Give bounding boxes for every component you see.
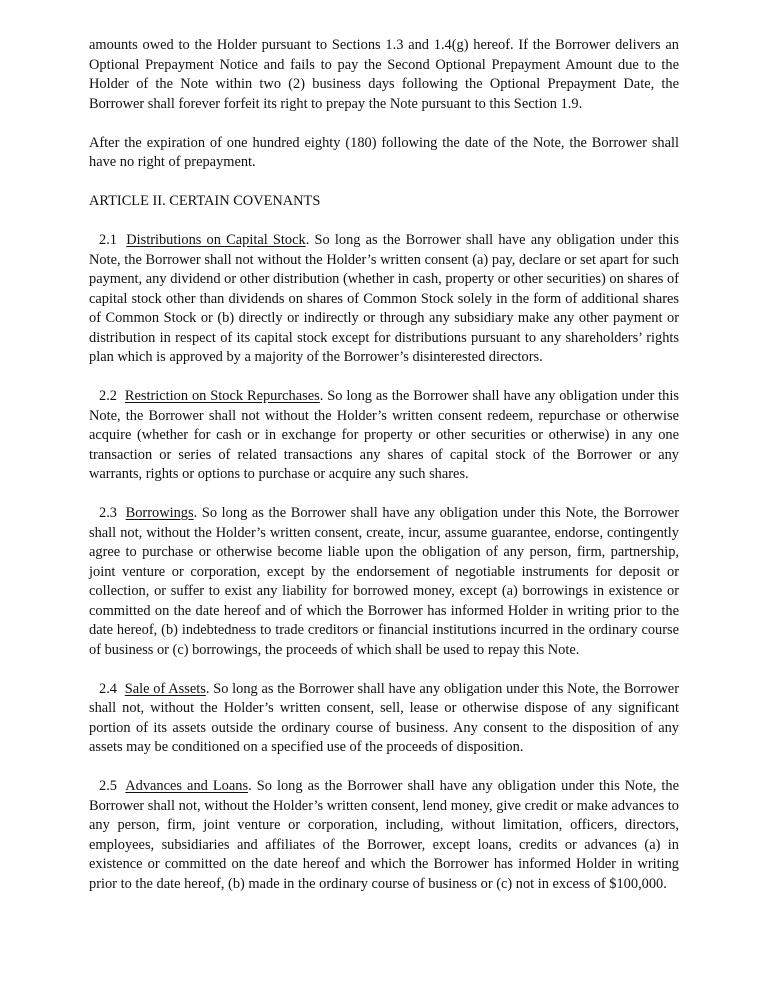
section-number: 2.4 — [99, 680, 117, 697]
paragraph-expiration: After the expiration of one hundred eighty (180) following the date of the Note, the Borrower shall have no right of prepayment. — [89, 134, 679, 170]
section-2-4 — [89, 680, 679, 758]
section-body: . So long as the Borrower shall have any obligation under this Note, the Borrower shall not, without the Holder’s written consent, create, incur, assume guarantee, endorse, contingently agree to purchase or otherwise become liable upon the obligation of any person, firm, partnership, joint venture or corporation, except by the endorsement of negotiable instruments for deposit or collection, or suffer to exist any liability for borrowed money, except (a) borrowings in existence or committed on the date hereof and of which the Borrower has informed Holder in writing prior to the date hereof, (b) indebtedness to trade creditors or financial institutions incurred in the ordinary course of business or (c) borrowings, the proceeds of which shall be used to repay this Note. — [89, 505, 679, 658]
paragraph-intro: amounts owed to the Holder pursuant to Sections 1.3 and 1.4(g) hereof. If the Borrower delivers an Optional Prepayment Notice and fails to pay the Second Optional Prepayment Amount due to the Holder of the Note within two (2) business days following the Optional Prepayment Date, the Borrower shall forever forfeit its right to prepay the Note pursuant to this Section 1.9. — [89, 37, 679, 112]
document-body — [89, 36, 679, 914]
section-number: 2.2 — [99, 388, 117, 404]
section-number: 2.3 — [99, 505, 117, 521]
section-number: 2.1 — [99, 232, 117, 248]
section-2-3 — [89, 504, 679, 660]
section-title: Distributions on Capital Stock — [126, 232, 306, 248]
article-heading: ARTICLE II. CERTAIN COVENANTS — [89, 193, 321, 209]
section-body: . So long as the Borrower shall have any obligation under this Note, the Borrower shall not, without the Holder’s written consent, sell, lease or otherwise dispose of any significant portion of its assets outside the ordinary course of business. Any consent to the disposition of any assets may be conditioned on a specified use of the proceeds of disposition. — [89, 680, 679, 755]
section-title: Restriction on Stock Repurchases — [124, 388, 320, 404]
section-title: Borrowings — [125, 505, 194, 521]
section-body: . So long as the Borrower shall have any obligation under this Note, the Borrower shall not without the Holder’s written consent (a) pay, declare or set apart for such payment, any dividend or other distribution (whether in cash, property or other securities) on shares of capital stock other than dividends on shares of Common Stock solely in the form of additional shares of Common Stock or (b) directly or indirectly or through any subsidiary make any other payment or distribution in respect of its capital stock except for distributions pursuant to any shareholders’ rights plan which is approved by a majority of the Borrower’s disinterested directors. — [89, 232, 679, 365]
section-title: Advances and Loans — [125, 778, 249, 794]
section-body: . So long as the Borrower shall have any obligation under this Note, the Borrower shall not without the Holder’s written consent redeem, repurchase or otherwise acquire (whether for cash or in exchange for property or other securities or otherwise) in any one transaction or series of related transactions any shares of capital stock of the Borrower or any warrants, rights or options to purchase or acquire any such shares. — [89, 388, 679, 482]
section-title: Sale of Assets — [124, 680, 206, 697]
section-2-5 — [89, 777, 679, 894]
section-2-1 — [89, 231, 679, 368]
section-body: . So long as the Borrower shall have any obligation under this Note, the Borrower shall not, without the Holder’s written consent, lend money, give credit or make advances to any person, firm, joint venture or corporation, including, without limitation, officers, directors, employees, subsidiaries and affiliates of the Borrower, except loans, credits or advances (a) in existence or committed on the date hereof and which the Borrower has informed Holder in writing prior to the date hereof, (b) made in the ordinary course of business or (c) not in excess of $100,000. — [89, 778, 679, 892]
section-number: 2.5 — [99, 778, 117, 794]
section-2-2 — [89, 387, 679, 485]
